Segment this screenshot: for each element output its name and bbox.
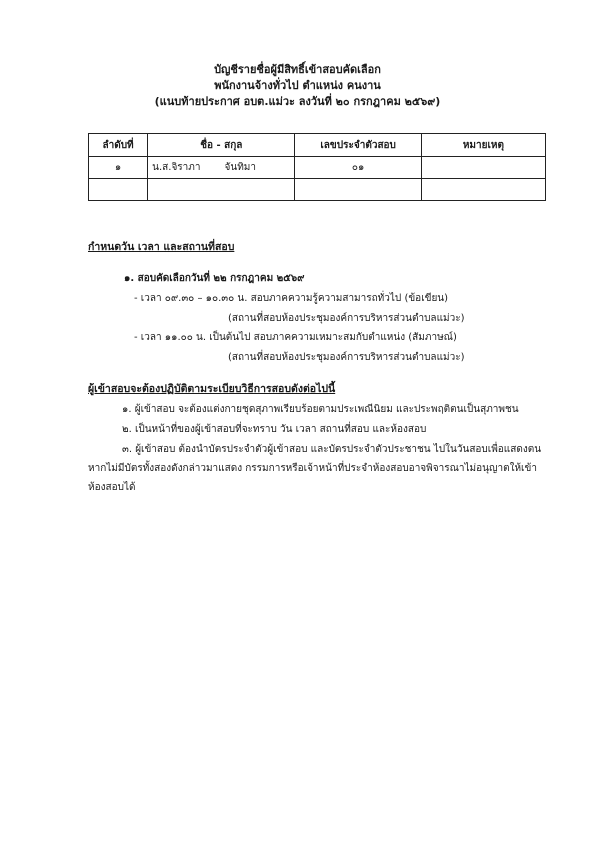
session-2-text: - เวลา ๑๑.๐๐ น. เป็นต้นไป สอบภาคความเหมาะสมกับตำแหน่ง (สัมภาษณ์) <box>134 332 457 343</box>
document-title: บัญชีรายชื่อผู้มีสิทธิ์เข้าสอบคัดเลือก <box>214 63 381 76</box>
table-row <box>89 179 546 201</box>
column-header-exam-id: เลขประจำตัวสอบ <box>295 134 421 157</box>
cell-last-name: จันทิมา <box>224 162 256 173</box>
cell-no: ๑ <box>89 157 148 179</box>
rule-2: ๒. เป็นหน้าที่ของผู้เข้าสอบที่จะทราบ วัน เวลา สถานที่สอบ และห้องสอบ <box>122 424 427 435</box>
cell-first-name: น.ส.จิราภา <box>152 162 201 173</box>
candidate-table <box>88 133 546 201</box>
column-header-note: หมายเหตุ <box>421 134 545 157</box>
cell-note <box>421 157 545 179</box>
cell-name <box>148 157 295 179</box>
cell-exam-id <box>295 179 421 201</box>
schedule-item-1: ๑. สอบคัดเลือกวันที่ ๒๒ กรกฎาคม ๒๕๖๙ <box>124 273 305 284</box>
session-1-place: (สถานที่สอบห้องประชุมองค์การบริหารส่วนตำบลแม่วะ) <box>228 313 465 324</box>
document-reference: (แนบท้ายประกาศ อบต.แม่วะ ลงวันที่ ๒๐ กรกฎาคม ๒๕๖๙) <box>154 95 441 108</box>
cell-no <box>89 179 148 201</box>
session-2-place: (สถานที่สอบห้องประชุมองค์การบริหารส่วนตำบลแม่วะ) <box>228 352 465 363</box>
rule-3-line-3: ห้องสอบได้ <box>88 482 136 493</box>
rule-1: ๑. ผู้เข้าสอบ จะต้องแต่งกายชุดสุภาพเรียบร้อยตามประเพณีนิยม และประพฤติตนเป็นสุภาพชน <box>122 404 519 415</box>
column-header-no: ลำดับที่ <box>89 134 148 157</box>
document-subtitle: พนักงานจ้างทั่วไป ตำแหน่ง คนงาน <box>214 79 381 92</box>
column-header-name: ชื่อ - สกุล <box>148 134 295 157</box>
rule-3-line-1: ๓. ผู้เข้าสอบ ต้องนำบัตรประจำตัวผู้เข้าสอบ และบัตรประจำตัวประชาชน ไปในวันสอบเพื่อแสดงตน <box>122 444 542 455</box>
table-header-row <box>89 134 546 157</box>
cell-name <box>148 179 295 201</box>
table-row <box>89 157 546 179</box>
rule-3-line-2: หากไม่มีบัตรทั้งสองดังกล่าวมาแสดง กรรมการหรือเจ้าหน้าที่ประจำห้องสอบอาจพิจารณาไม่อนุญาตให้เข้า <box>88 463 537 474</box>
rules-heading: ผู้เข้าสอบจะต้องปฏิบัติตามระเบียบวิธีการสอบดังต่อไปนี้ <box>88 383 336 395</box>
schedule-heading: กำหนดวัน เวลา และสถานที่สอบ <box>88 241 235 253</box>
session-1-text: - เวลา ๐๙.๓๐ – ๑๐.๓๐ น. สอบภาคความรู้ความสามารถทั่วไป (ข้อเขียน) <box>134 293 449 304</box>
cell-note <box>421 179 545 201</box>
cell-exam-id: ๐๑ <box>295 157 421 179</box>
